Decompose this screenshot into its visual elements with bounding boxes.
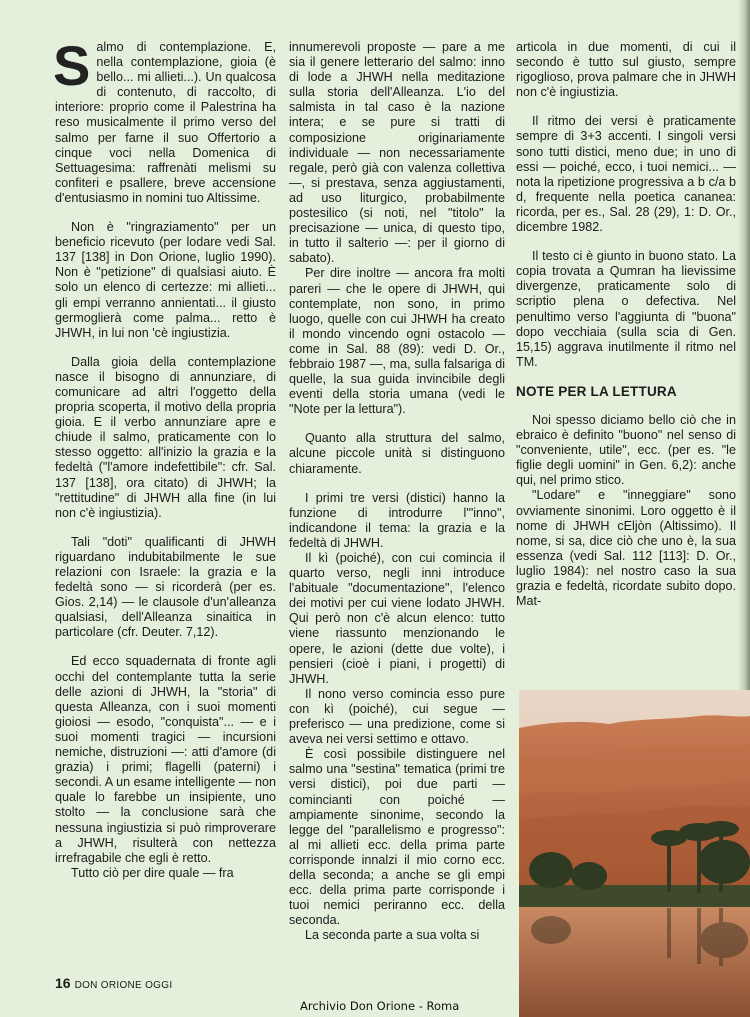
paragraph: Per dire inoltre — ancora fra molti pareri — che le opere di JHWH, qui contemplate, non sono, in primo luogo, quelle con cui JHWH ha creato il mondo vincendo ogni ostacolo — come in Sal. 88 (89): vedi D. Or., febbraio 1987 —, ma, sulla falsariga di quelle, la sua guida invincibile degli eventi della storia umana (vedi le "Note per la lettura").	[289, 266, 505, 417]
paragraph: Non è "ringraziamento" per un beneficio ricevuto (per lodare vedi Sal. 137 [138] in Don Orione, luglio 1990). Non è "petizione" di qualsiasi aiuto. È solo un elenco di certezze: mi allieti... gli empi verranno annientati... il giusto germoglierà come palma... retto è JHWH, in lui non 'cè ingiustizia.	[55, 220, 276, 340]
text-column-3	[516, 40, 736, 623]
paragraph: Dalla gioia della contemplazione nasce il bisogno di annunziare, di comunicare ad altri l'oggetto della propria scoperta, il motivo della propria gioia. E il verbo annunziare apre e chiude il salmo, praticamente con lo stesso oggetto: all'inizio la grazia e la fedeltà ("l'amore indefettibile": cfr. Sal. 137 [138], ora citato) di JHWH; la "rettitudine" di JHWH alla fine (in lui non c'è ingiustizia).	[55, 354, 276, 520]
page-footer	[55, 975, 172, 991]
paragraph: Ed ecco squadernata di fronte agli occhi del contemplante tutta la serie delle azioni di JHWH, la "storia" di questa Alleanza, con i suoi momenti gioiosi — esodo, "conquista"... — e i suoi momenti tragici — incursioni nemiche, distruzioni —: atti d'amore (di grazia) i primi; flagelli (paterni) i secondi. A un esame intelligente — non quale lo farebbe un insipiente, uno stolto — la conclusione sarà che nessuna ingiustizia si può rimproverare a JHWH, risulterà con nettezza irrefragabile che egli è retto.	[55, 654, 276, 865]
paragraph: Tali "doti" qualificanti di JHWH riguardano indubitabilmente le sue relazioni con Israele: la grazia e la fedeltà sono — si ricorderà (per es. Gios. 2,14) — le clausole d'un'alleanza qualsiasi, dell'Alleanza sinaitica in particolare (cfr. Deuter. 7,12).	[55, 534, 276, 640]
paragraph: articola in due momenti, di cui il secondo è tutto sul giusto, sempre rigoglioso, prova palmare che in JHWH non c'è ingiustizia.	[516, 40, 736, 100]
text-column-1	[53, 34, 276, 895]
paragraph: Il kì (poiché), con cui comincia il quarto verso, negli inni introduce l'abituale "documentazione", l'elenco dei motivi per cui viene lodato JHWH. Qui però non c'è alcun elenco: tutto viene riassunto menzionando le opere, le azioni (dette due volte), i pensieri (cioè i piani, i progetti) di JHWH.	[289, 551, 505, 686]
text-column-2	[289, 40, 505, 957]
paragraph: Il ritmo dei versi è praticamente sempre di 3+3 accenti. I singoli versi sono tutti distici, meno due; in uno di essi — poiché, ecco, i tuoi nemici... — nota la ripetizione progressiva a b c/a b d, frequente nella poetica cananea: ricorda, per es., Sal. 28 (29), 1: D. Or., dicembre 1982.	[516, 114, 736, 235]
paragraph	[53, 34, 276, 206]
paragraph: I primi tre versi (distici) hanno la funzione di introdurre l'"inno", indicandone il tema: la grazia e la fedeltà di JHWH.	[289, 490, 505, 550]
paragraph: Quanto alla struttura del salmo, alcune piccole unità si distinguono chiaramente.	[289, 431, 505, 476]
paragraph: Il testo ci è giunto in buono stato. La copia trovata a Qumran ha lievissime divergenze, praticamente solo di scriptio plena o defectiva. Nel penultimo verso l'aggiunta di "buona" dopo vecchiaia (sulla scia di Gen. 15,15) aggrava inutilmente il ritmo nel TM.	[516, 249, 736, 369]
page-edge-shadow	[738, 0, 750, 690]
archive-stamp: Archivio Don Orione - Roma	[300, 999, 460, 1013]
paragraph: Il nono verso comincia esso pure con kì (poiché), cui segue — preferisco — una predizione, come si aveva nei versi settimo e ottavo.	[289, 686, 505, 747]
paragraph: innumerevoli proposte — pare a me sia il genere letterario del salmo: inno di lode a JHWH nella meditazione sulla storia dell'Alleanza. L'io del salmista in tal caso è la nazione intera; e se pure si tratti di composizione originariamente individuale — non necessariamente regale, però già con valenza collettiva —, si prestava, senza aggiustamenti, ad uso liturgico, probabilmente postesilico (si noti, nel "titolo" la precisazione — unica, di questo tipo, in tutto il salterio —: per il giorno di sabato).	[289, 40, 505, 266]
paragraph: Tutto ciò per dire quale — fra	[71, 865, 234, 880]
paragraph: Noi spesso diciamo bello ciò che in ebraico è definito "buono" nel senso di "conveniente, utile", ecc. (per es. "le figlie degli uomini" in Gen. 6,2): anche qui, nel primo stico.	[516, 412, 736, 488]
palm-river-image	[519, 690, 750, 1017]
paragraph: È così possibile distinguere nel salmo una "sestina" tematica (primi tre versi distici), poi due parti — comincianti con poiché — ampiamente sinonime, secondo la legge del "parallelismo e progresso": al mi allieti ecc. della prima parte corrisponde innalzi il mio corno ecc. della seconda; a anche se gli empi ecc. della prima parte corrisponde i tuoi nemici periranno ecc. della seconda.	[289, 747, 505, 928]
section-heading: NOTE PER LA LETTURA	[516, 383, 677, 399]
paragraph: "Lodare" e "inneggiare" sono ovviamente sinonimi. Loro oggetto è il nome di JHWH cEljòn (Altissimo). Il nome, si sa, dice ciò che uno è, la sua essenza (vedi Sal. 112 [113]: D. Or., luglio 1984): nel nostro caso la sua grazia e fedeltà, ricordate subito dopo. Mat-	[516, 488, 736, 609]
paragraph: La seconda parte a sua volta si	[305, 928, 480, 943]
paragraph-text: almo di contemplazione. E, nella contemplazione, gioia (è bello... mi allieti...). Un qualcosa di contenuto, di raccolto, di interiore: proprio come il Palestrina ha reso musicalmente il primo verso del salmo per farne il suo Offertorio a cinque voci nella Domenica di Settuagesima: raffrenàti melismi su confiteri e psallere, breve accensione d'entusiasmo in nomini tuo Altissime.	[55, 40, 276, 205]
landscape-photo	[519, 690, 750, 1017]
drop-cap: S	[53, 34, 91, 97]
publication-name: DON ORIONE OGGI	[74, 980, 173, 991]
page-number: 16	[55, 975, 71, 991]
